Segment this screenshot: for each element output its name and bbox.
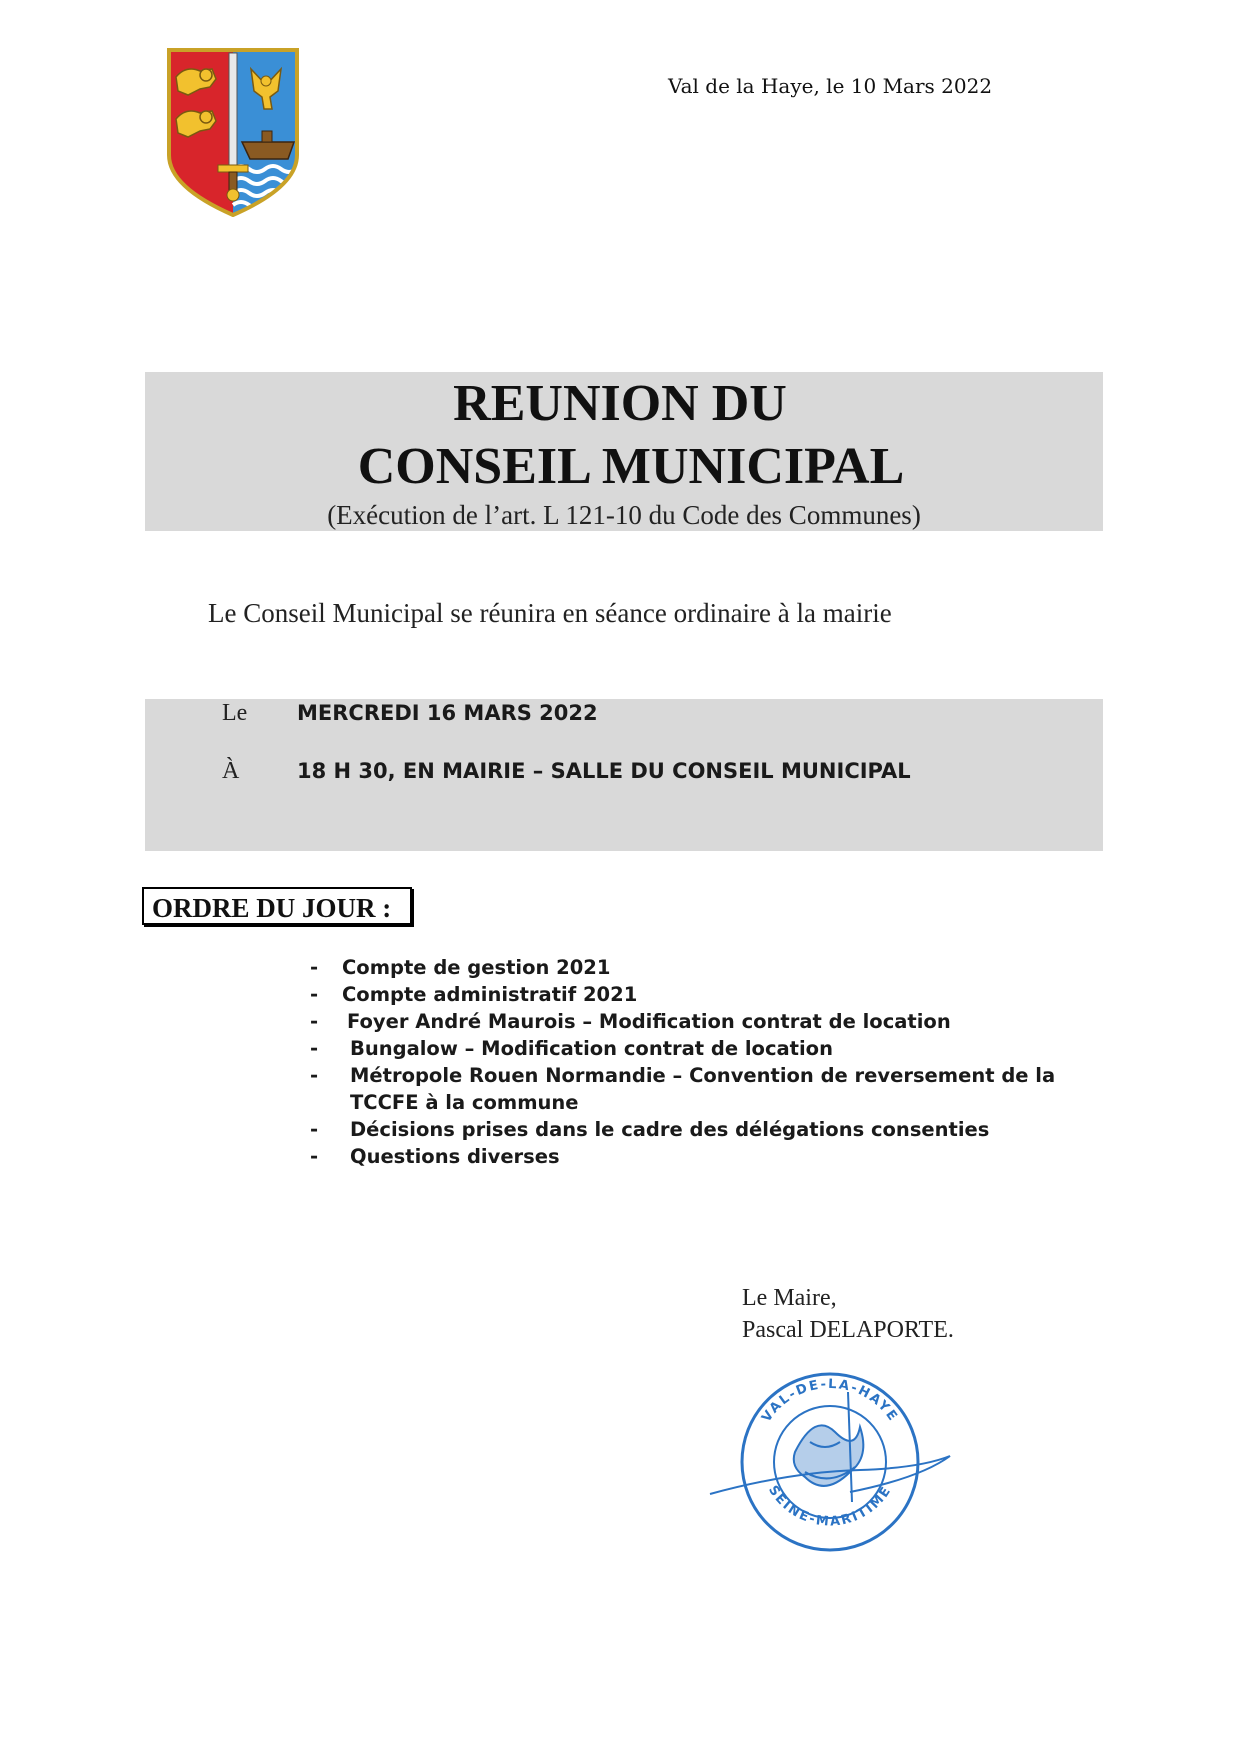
intro-sentence: Le Conseil Municipal se réunira en séance ordinaire à la mairie [208, 598, 892, 628]
place-label: À [222, 758, 240, 784]
bullet-dash: - [310, 1010, 319, 1033]
signature-block [742, 1282, 954, 1346]
bullet-dash: - [310, 1064, 319, 1087]
document-title-line-1: REUNION DU [453, 375, 787, 432]
signature-name: Pascal DELAPORTE. [742, 1317, 954, 1343]
bullet-dash: - [310, 983, 319, 1006]
agenda-item: - Décisions prises dans le cadre des délégations consenties [310, 1118, 990, 1141]
bullet-dash: - [310, 956, 319, 979]
svg-text:SEINE-MARITIME [765, 1483, 895, 1530]
meeting-date: MERCREDI 16 MARS 2022 [297, 701, 598, 725]
bullet-dash: - [310, 1118, 319, 1141]
document-title-line-2: CONSEIL MUNICIPAL [357, 438, 905, 495]
agenda-item: - Questions diverses [310, 1145, 560, 1168]
bullet-dash: - [310, 1145, 319, 1168]
date-label: Le [222, 700, 248, 726]
agenda-list [310, 954, 1110, 1170]
document-date: Val de la Haye, le 10 Mars 2022 [668, 74, 993, 98]
agenda-item: - Foyer André Maurois – Modification contrat de location [310, 1010, 951, 1033]
document-subtitle: (Exécution de l’art. L 121-10 du Code des Communes) [327, 500, 921, 530]
bullet-dash: - [310, 1037, 319, 1060]
agenda-item: - Compte de gestion 2021 [310, 956, 611, 979]
stamp-bottom-text: SEINE-MARITIME [765, 1483, 895, 1530]
official-stamp [700, 1352, 960, 1552]
agenda-item: - Compte administratif 2021 [310, 983, 638, 1006]
signature-role: Le Maire, [742, 1285, 837, 1311]
coat-of-arms-logo [166, 47, 300, 217]
stamp-top-text: VAL-DE-LA-HAYE [759, 1376, 901, 1426]
svg-text:VAL-DE-LA-HAYE [759, 1377, 901, 1425]
agenda-item: - Bungalow – Modification contrat de location [310, 1037, 833, 1060]
meeting-time-place: 18 H 30, EN MAIRIE – SALLE DU CONSEIL MUNICIPAL [297, 759, 911, 783]
agenda-heading: ORDRE DU JOUR : [142, 887, 412, 925]
agenda-item: - Métropole Rouen Normandie – Convention de reversement de la TCCFE à la commune [310, 1064, 1056, 1114]
